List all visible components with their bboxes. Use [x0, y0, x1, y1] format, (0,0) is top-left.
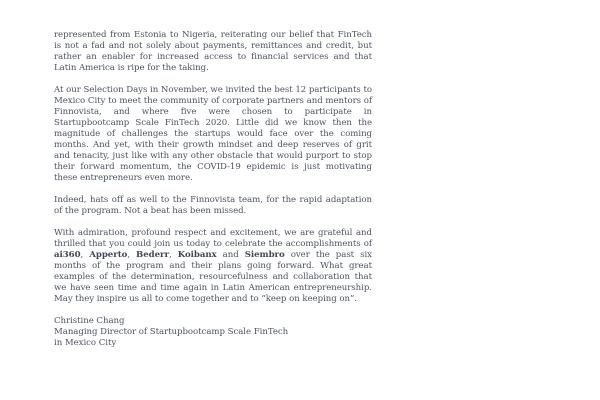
- separator-comma: ,: [80, 250, 90, 260]
- signature-name: Christine Chang: [54, 316, 125, 326]
- paragraph-finnovista-team: Indeed, hats off as well to the Finnovista team, for the rapid adaptation of the program. Not a beat has been missed.: [54, 195, 372, 216]
- letter-body: [54, 30, 372, 349]
- closing-intro-text: With admiration, profound respect and excitement, we are grateful and thrilled that you could join us today to celebrate the accomplishments of: [54, 228, 372, 249]
- paragraph-intro-continued: represented from Estonia to Nigeria, reiterating our belief that FinTech is not a fad and not solely about payments, remittances and credit, but rather an enabler for increased access to financial services and that Latin America is ripe for the taking.: [54, 30, 372, 73]
- separator-and: and: [216, 250, 245, 260]
- signature-block: [54, 316, 372, 349]
- signature-location: in Mexico City: [54, 338, 117, 348]
- startup-name-apperto: Apperto: [89, 250, 128, 260]
- startup-name-siembro: Siembro: [244, 250, 285, 260]
- startup-name-ai360: ai360: [54, 250, 81, 260]
- startup-name-koibanx: Koibanx: [177, 250, 217, 260]
- paragraph-selection-days: At our Selection Days in November, we invited the best 12 participants to Mexico City to meet the community of corporate partners and mentors of Finnovista, and where five were chosen to participate in Startupbootcamp Scale FinTech 2020. Little did we know then the magnitude of challenges the startups would face over the coming months. And yet, with their growth mindset and deep reserves of grit and tenacity, just like with any other obstacle that would purport to stop their forward momentum, the COVID-19 epidemic is just motivating these entrepreneurs even more.: [54, 85, 372, 183]
- startup-name-bederr: Bederr: [136, 250, 170, 260]
- separator-comma: ,: [127, 250, 137, 260]
- closing-outro-text: over the past six months of the program and their plans going forward. What great examples of the determination, resourcefulness and collaboration that we have seen time and time again in Latin American entrepreneurship. May they inspire us all to come together and to “keep on keeping on”.: [54, 250, 372, 304]
- separator-comma: ,: [169, 250, 178, 260]
- paragraph-closing: [54, 228, 372, 305]
- signature-title: Managing Director of Startupbootcamp Scale FinTech: [54, 327, 289, 337]
